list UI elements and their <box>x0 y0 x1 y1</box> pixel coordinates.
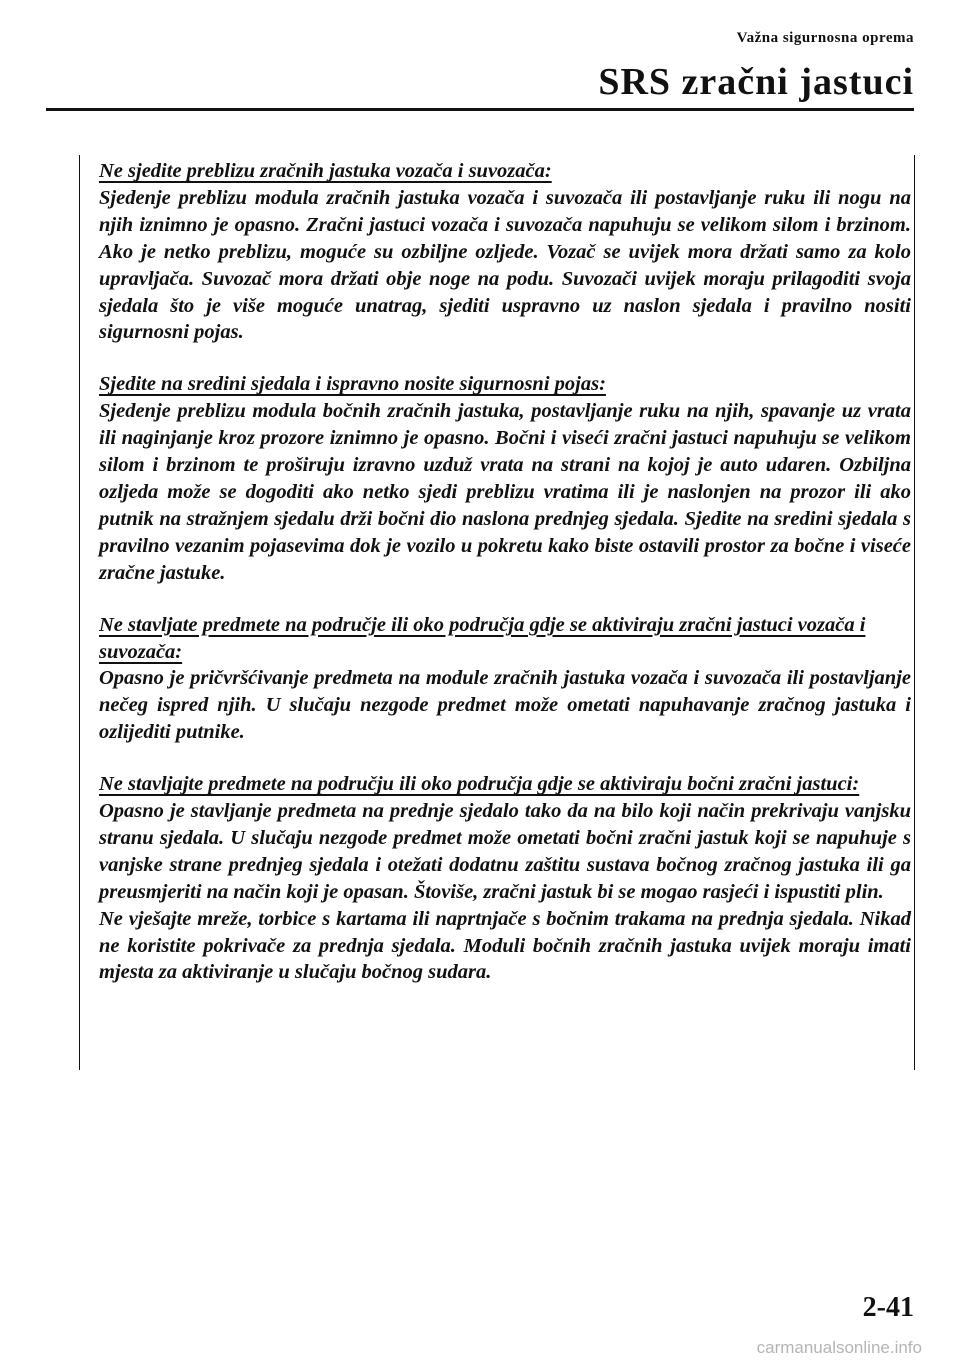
header-divider <box>46 108 914 111</box>
warning-content <box>99 158 911 1011</box>
warning-block <box>99 771 911 986</box>
warning-block <box>99 612 911 747</box>
warning-box-right-border <box>914 155 915 1070</box>
warning-paragraph: Sjedenje preblizu modula zračnih jastuka vozača i suvozača ili postavljanje ruku ili nogu na njih iznimno je opasno. Zračni jastuci vozača i suvozača napuhuju se velikom silom i brzinom. Ako je netko preblizu, moguće su ozbiljne ozljede. Vozač se uvijek mora držati samo za kolo upravljača. Suvozač mora držati obje noge na podu. Suvozači uvijek moraju prilagoditi svoja sjedala što je više moguće unatrag, sjediti uspravno uz naslon sjedala i pravilno nositi sigurnosni pojas. <box>99 186 911 344</box>
warning-paragraph: Opasno je pričvršćivanje predmeta na module zračnih jastuka vozača i suvozača ili postavljanje nečeg ispred njih. U slučaju nezgode predmet može ometati napuhavanje zračnog jastuka i ozlijediti putnike. <box>99 667 911 744</box>
warning-heading: Ne sjedite preblizu zračnih jastuka vozača i suvozača: <box>99 160 552 182</box>
warning-paragraph: Ne vješajte mreže, torbice s kartama ili naprtnjače s bočnim trakama na prednja sjedala. Nikad ne koristite pokrivače za prednja sjedala. Moduli bočnih zračnih jastuka uvijek moraju imati mjesta za aktiviranje u slučaju bočnog sudara. <box>99 907 911 984</box>
warning-heading: Ne stavljajte predmete na području ili oko područja gdje se aktiviraju bočni zračni jastuci: <box>99 773 860 796</box>
warning-block <box>99 371 911 586</box>
warning-heading: Sjedite na sredini sjedala i ispravno nosite sigurnosni pojas: <box>99 373 606 396</box>
warning-paragraph: Opasno je stavljanje predmeta na prednje sjedalo tako da na bilo koji način prekrivaju vanjsku stranu sjedala. U slučaju nezgode predmet može ometati bočni zračni jastuk koji se napuhuje s vanjske strane prednjeg sjedala i otežati dodatnu zaštitu sustava bočnog zračnog jastuka ili ga preusmjeriti na način koji je opasan. Štoviše, zračni jastuk bi se mogao rasjeći i ispustiti plin. <box>99 800 911 903</box>
watermark: carmanualsonline.info <box>756 1338 922 1357</box>
warning-paragraph: Sjedenje preblizu modula bočnih zračnih jastuka, postavljanje ruku na njih, spavanje uz vrata ili naginjanje kroz prozore iznimno je opasno. Bočni i viseći zračni jastuci napuhuju se velikom silom i brzinom te proširuju izravno uzduž vrata na strani na kojoj je auto udaren. Ozbiljna ozljeda može se dogoditi ako netko sjedi preblizu vratima ili je naslonjen na prozor ili ako putnik na stražnjem sjedalu drži bočni dio naslona prednjeg sjedala. Sjedite na sredini sjedala s pravilno vezanim pojasevima dok je vozilo u pokretu kako biste ostavili prostor za bočne i viseće zračne jastuke. <box>99 400 911 584</box>
warning-heading: Ne stavljate predmete na područje ili oko područja gdje se aktiviraju zračni jastuci vozača i suvozača: <box>99 613 866 663</box>
section-label: Važna sigurnosna oprema <box>736 30 914 46</box>
warning-block <box>99 158 911 346</box>
page-number: 2-41 <box>862 1292 914 1323</box>
page-title: SRS zračni jastuci <box>598 61 914 103</box>
warning-box-left-border <box>79 155 80 1070</box>
